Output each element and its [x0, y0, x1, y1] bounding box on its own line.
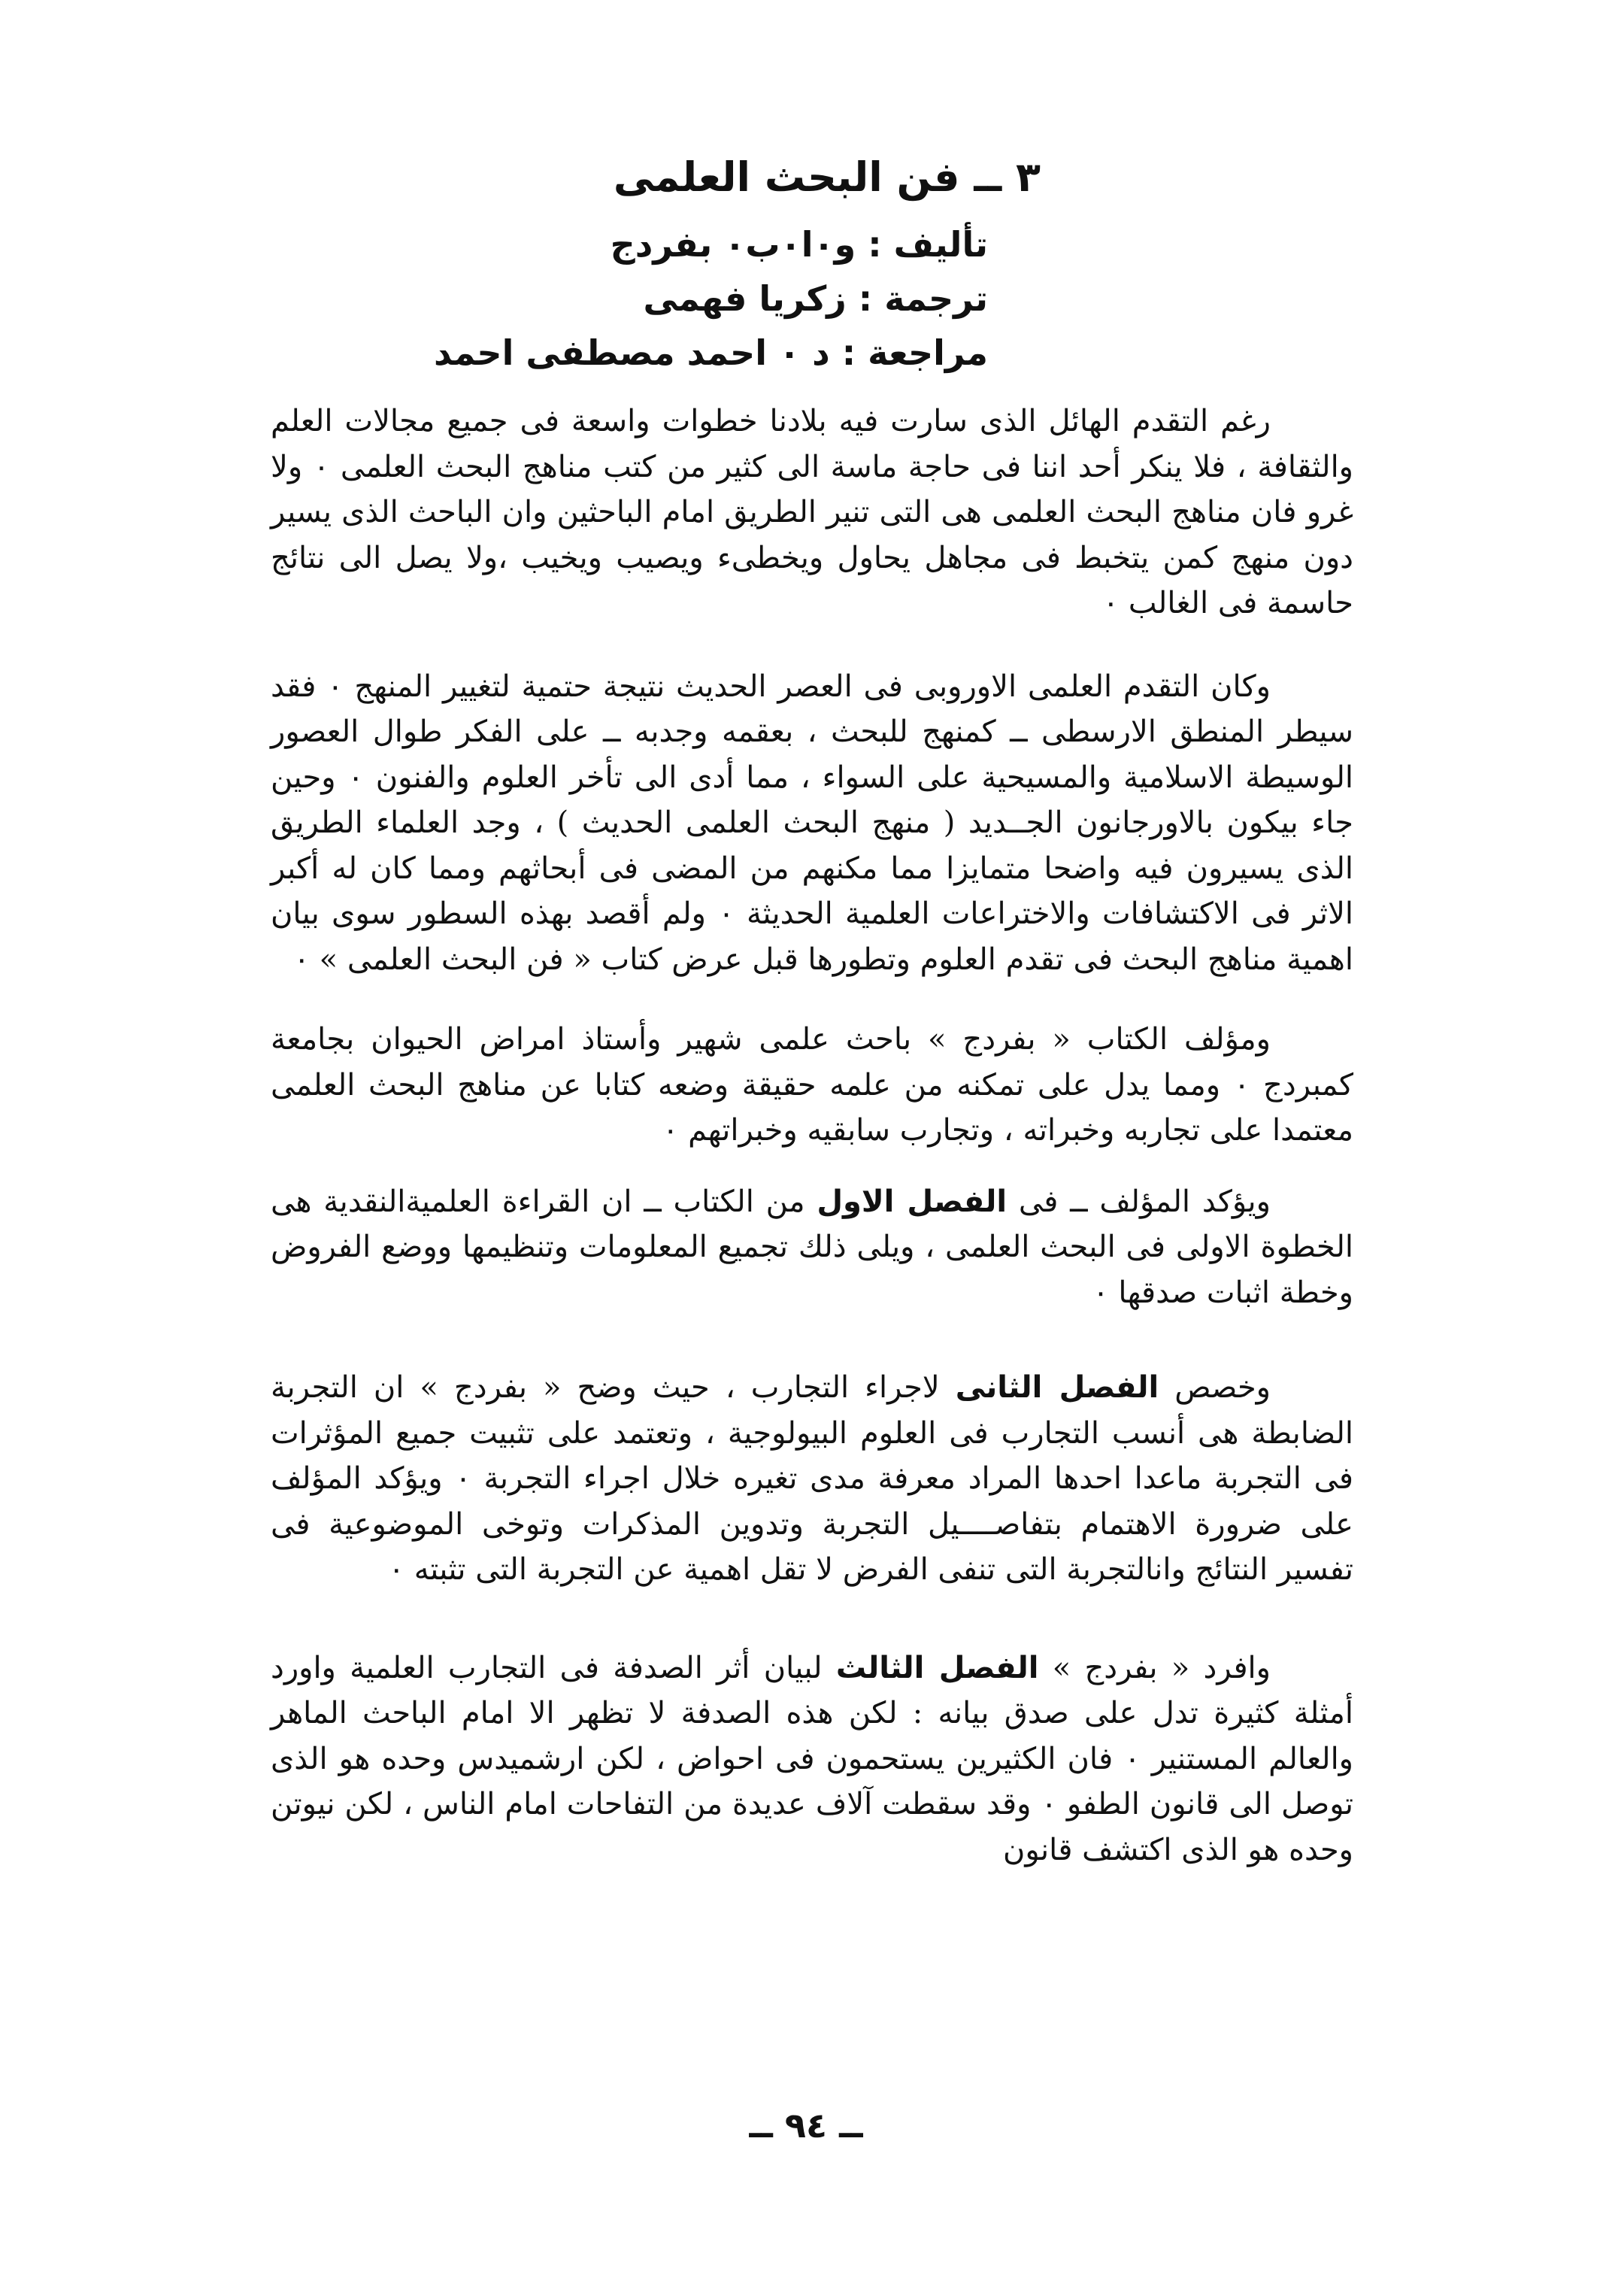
paragraph-text: وافرد « بفردج »	[1038, 1650, 1271, 1685]
paragraph-text: ويؤكد المؤلف ــ فى	[1007, 1184, 1271, 1219]
article-title: ٣ ــ فن البحث العلمى	[613, 153, 1041, 201]
chapter-heading: الفصل الثانى	[955, 1370, 1159, 1405]
translator-line: ترجمة : زكريا فهمى	[643, 278, 988, 319]
reviewer-line: مراجعة : د ٠ احمد مصطفى احمد	[434, 332, 988, 373]
paragraph-author: ومؤلف الكتاب « بفردج » باحث علمى شهير وأستاذ امراض الحيوان بجامعة كمبردج ٠ ومما يدل على تمكنه من علمه حقيقة وضعه كتابا عن مناهج البحث العلمى معتمدا على تجاربه وخبراته ، وتجارب سابقيه وخبراتهم ٠	[271, 1022, 1353, 1148]
chapter-heading: الفصل الثالث	[835, 1650, 1039, 1685]
paragraph-text: وخصص	[1159, 1370, 1271, 1405]
article-header	[434, 147, 1041, 380]
paragraph-text: لبيان أثر الصدفة فى التجارب العلمية واورد أمثلة كثيرة تدل على صدق بيانه : لكن هذه الصدفة لا تظهر الا امام الباحث الماهر والعالم المستنير ٠ فان الكثيرين يستحمون فى احواض ، لكن ارشميدس وحده هو الذى توصل الى قانون الطفو ٠ وقد سقطت آلاف عديدة من التفاحات امام الناس ، لكن نيوتن وحده هو الذى اكتشف قانون	[271, 1650, 1353, 1867]
author-line: تأليف : و٠ا٠ب٠ بفردج	[610, 224, 988, 265]
paragraph-chapter-two	[271, 1365, 1353, 1593]
paragraph-text: من الكتاب ــ ان القراءة العلميةالنقدية هى الخطوة الاولى فى البحث العلمى ، ويلى ذلك تجميع المعلومات وتنظيمها ووضع الفروض وخطة اثبات صدقها ٠	[271, 1184, 1353, 1310]
paragraph-chapter-three	[271, 1645, 1353, 1873]
paragraph-intro: رغم التقدم الهائل الذى سارت فيه بلادنا خطوات واسعة فى جميع مجالات العلم والثقافة ، فلا ينكر أحد اننا فى حاجة ماسة الى كثير من كتب مناهج البحث العلمى ٠ ولا غرو فان مناهج البحث العلمى هى التى تنير الطريق امام الباحثين وان الباحث الذى يسير دون منهج كمن يتخبط فى مجاهل يحاول ويخطىء ويصيب ويخيب ،ولا يصل الى نتائج حاسمة فى الغالب ٠	[271, 404, 1353, 620]
article-body	[271, 399, 1353, 1910]
page-number: ــ ٩٤ ــ	[749, 2105, 863, 2146]
chapter-heading: الفصل الاول	[817, 1184, 1008, 1219]
paragraph-chapter-one	[271, 1179, 1353, 1316]
paragraph-european-progress: وكان التقدم العلمى الاوروبى فى العصر الحديث نتيجة حتمية لتغيير المنهج ٠ فقد سيطر المنطق الارسطى ــ كمنهج للبحث ، بعقمه وجدبه ــ على الفكر طوال العصور الوسيطة الاسلامية والمسيحية على السواء ، مما أدى الى تأخر العلوم والفنون ٠ وحين جاء بيكون بالاورجانون الجــديد ( منهج البحث العلمى الحديث ) ، وجد العلماء الطريق الذى يسيرون فيه واضحا متمايزا مما مكنهم من المضى فى أبحاثهم ومما كان له أكبر الاثر فى الاكتشافات والاختراعات العلمية الحديثة ٠ ولم أقصد بهذه السطور سوى بيان اهمية مناهج البحث فى تقدم العلوم وتطورها قبل عرض كتاب « فن البحث العلمى » ٠	[271, 669, 1353, 977]
paragraph-text: لاجراء التجارب ، حيث وضح « بفردج » ان التجربة الضابطة هى أنسب التجارب فى العلوم البيولوجية ، وتعتمد على تثبيت جميع المؤثرات فى التجربة ماعدا احدها المراد معرفة مدى تغيره خلال اجراء التجربة ٠ ويؤكد المؤلف على ضرورة الاهتمام بتفاصــــيل التجربة وتدوين المذكرات وتوخى الموضوعية فى تفسير النتائج وانالتجربة التى تنفى الفرض لا تقل اهمية عن التجربة التى تثبته ٠	[271, 1370, 1353, 1587]
